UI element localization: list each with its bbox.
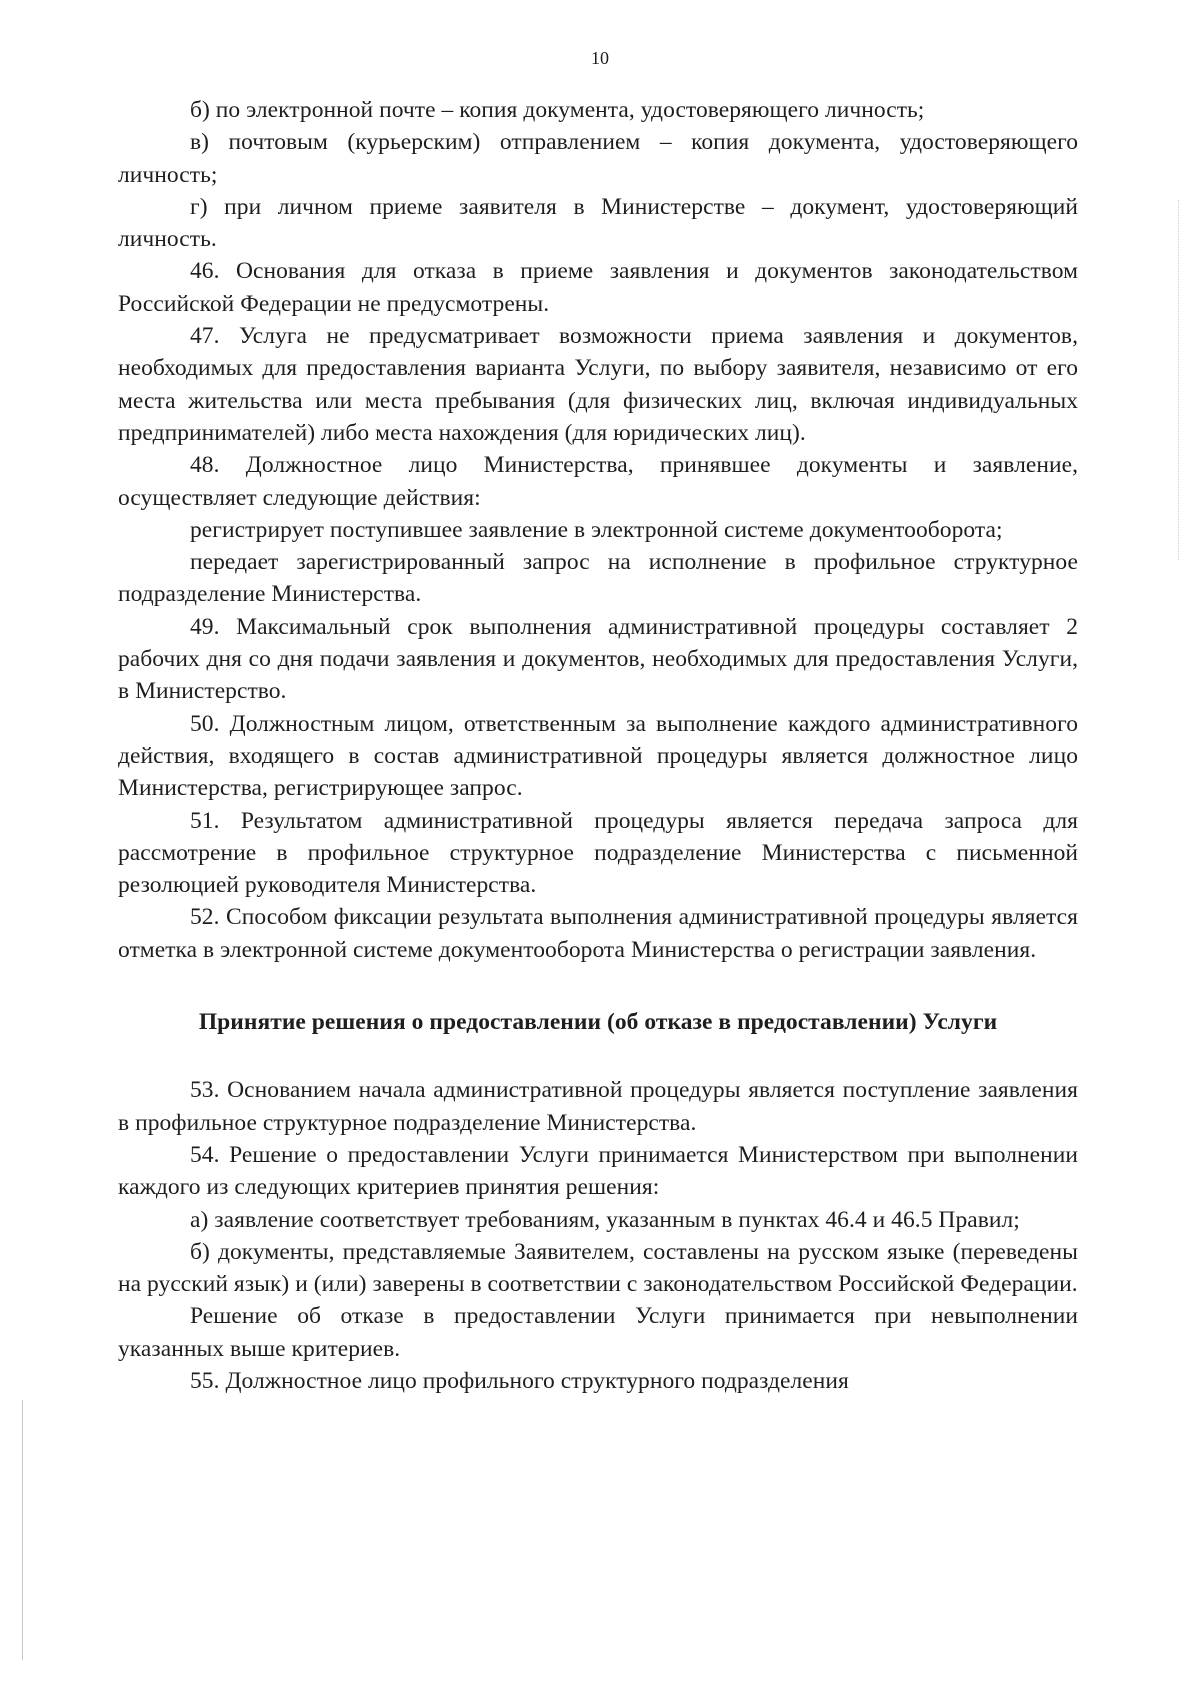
scan-margin-marks [1178, 200, 1181, 560]
paragraph-48-transfer: передает зарегистрированный запрос на исполнение в профильное структурное подразделение Министерства. [118, 549, 1078, 608]
paragraph-b-email: б) по электронной почте – копия документа, удостоверяющего личность; [190, 97, 925, 123]
paragraph-54: 54. Решение о предоставлении Услуги принимается Министерством при выполнении каждого из следующих критериев принятия решения: [118, 1141, 1078, 1201]
paragraph-51: 51. Результатом административной процедуры является передача запроса для рассмотрение в профильное структурное подразделение Министерства с письменной резолюцией руководителя Министерства. [118, 807, 1078, 899]
paragraph-55: 55. Должностное лицо профильного структурного подразделения [190, 1367, 849, 1394]
paragraph-v-post: в) почтовым (курьерским) отправлением – копия документа, удостоверяющего личность; [118, 129, 1078, 188]
paragraph-54-b: б) документы, представляемые Заявителем, составлены на русском языке (переведены на русский язык) и (или) заверены в соответствии с законодательством Российской Федерации. [118, 1238, 1078, 1298]
paragraph-48: 48. Должностное лицо Министерства, принявшее документы и заявление, осуществляет следующие действия: [118, 452, 1078, 511]
document-body [118, 94, 1078, 1397]
paragraph-47: 47. Услуга не предусматривает возможности приема заявления и документов, необходимых для предоставления варианта Услуги, по выбору заявителя, независимо от его места жительства или места пребывания (для физических лиц, включая индивидуальных предпринимателей) либо места нахождения (для юридических лиц). [118, 323, 1078, 446]
section-heading: Принятие решения о предоставлении (об отказе в предоставлении) Услуги [198, 1009, 998, 1036]
paragraph-46: 46. Основания для отказа в приеме заявления и документов законодательством Российской Федерации не предусмотрены. [118, 258, 1078, 317]
paragraph-53: 53. Основанием начала административной процедуры является поступление заявления в профильное структурное подразделение Министерства. [118, 1077, 1078, 1136]
scan-edge-line [22, 1400, 23, 1660]
paragraph-49: 49. Максимальный срок выполнения административной процедуры составляет 2 рабочих дня со дня подачи заявления и документов, необходимых для предоставления Услуги, в Министерство. [118, 613, 1078, 705]
paragraph-54-a: а) заявление соответствует требованиям, указанным в пунктах 46.4 и 46.5 Правил; [190, 1206, 1020, 1233]
paragraph-g-personal: г) при личном приеме заявителя в Министерстве – документ, удостоверяющий личность. [118, 193, 1078, 253]
paragraph-50: 50. Должностным лицом, ответственным за выполнение каждого административного действия, входящего в состав административной процедуры является должностное лицо Министерства, регистрирующее запрос. [118, 710, 1078, 802]
paragraph-52: 52. Способом фиксации результата выполнения административной процедуры является отметка в электронной системе документооборота Министерства о регистрации заявления. [118, 904, 1078, 963]
page-number: 10 [591, 48, 609, 68]
paragraph-refusal: Решение об отказе в предоставлении Услуги принимается при невыполнении указанных выше критериев. [118, 1303, 1078, 1362]
paragraph-48-register: регистрирует поступившее заявление в электронной системе документооборота; [190, 516, 1003, 543]
